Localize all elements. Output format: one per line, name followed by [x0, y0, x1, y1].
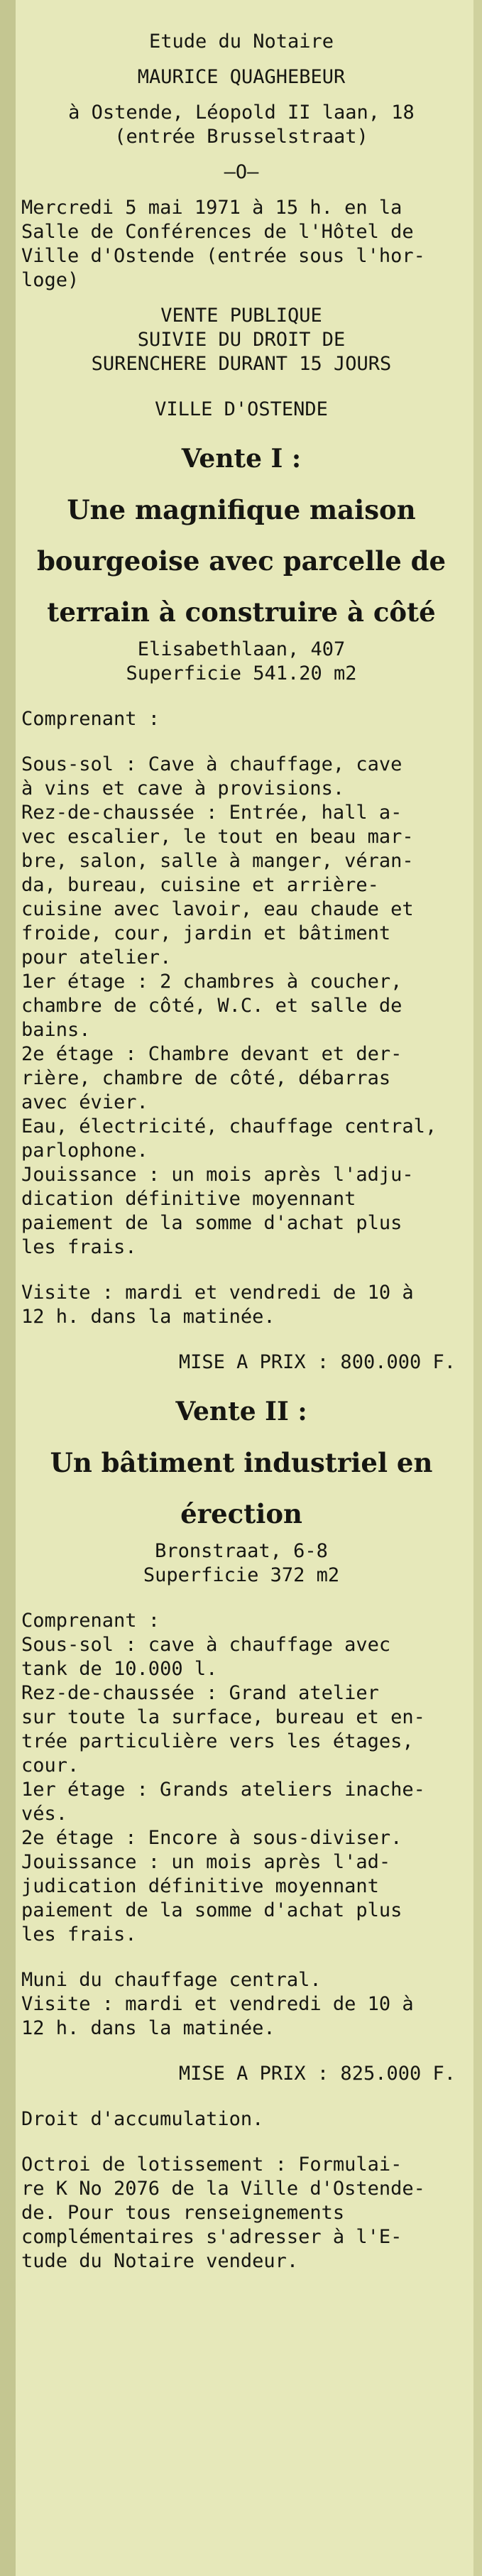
octroi-line-1: Octroi de lotissement : Formulai- [21, 2154, 402, 2176]
notice-content [21, 30, 461, 2274]
vente1-para-1-line-0: Rez-de-chaussée : Entrée, hall a- [21, 802, 402, 824]
ville-line: VILLE D'OSTENDE [155, 398, 328, 420]
vente2-superficie: Superficie 372 m2 [143, 1564, 340, 1586]
vente2-para-3-line-0: 1er étage : Grands ateliers inache- [21, 1779, 425, 1801]
vente2-mise-a-prix: MISE A PRIX : 825.000 F. [178, 2063, 456, 2085]
vente1-superficie: Superficie 541.20 m2 [126, 662, 357, 684]
octroi-line-2: re K No 2076 de la Ville d'Ostende- [21, 2178, 425, 2200]
vente2-para-2-line-1: sur toute la surface, bureau et en- [21, 1706, 425, 1728]
date-line-2: Salle de Conférences de l'Hôtel de [21, 221, 414, 243]
etude-line: Etude du Notaire [148, 31, 334, 53]
entree-line: (entrée Brusselstraat) [114, 126, 368, 148]
vente1-visite-1: Visite : mardi et vendredi de 10 à [21, 1282, 414, 1304]
vente1-para-5-line-0: Jouissance : un mois après l'adju- [21, 1164, 414, 1186]
vente2-para-1-line-0: Sous-sol : cave à chauffage avec [21, 1634, 391, 1656]
vente1-mise-a-prix: MISE A PRIX : 800.000 F. [178, 1351, 456, 1373]
vente1-para-3-line-0: 2e étage : Chambre devant et der- [21, 1043, 402, 1065]
vente1-title: Vente I : [181, 444, 302, 474]
vente2-title: Vente II : [175, 1397, 307, 1426]
vente2-muni-3: 12 h. dans la matinée. [21, 2017, 275, 2039]
separator: —O— [224, 161, 259, 183]
date-line-3: Ville d'Ostende (entrée sous l'hor- [21, 245, 425, 267]
vente1-visite-2: 12 h. dans la matinée. [21, 1306, 275, 1328]
vente1-para-3-line-2: avec évier. [21, 1091, 148, 1113]
vente2-para-2-line-2: trée particulière vers les étages, [21, 1730, 414, 1752]
vente1-para-1-line-1: vec escalier, le tout en beau mar- [21, 826, 414, 848]
notaire-name: MAURICE QUAGHEBEUR [137, 66, 346, 88]
vente1-headline-1: Une magnifique maison [67, 494, 416, 525]
vente1-para-4-line-0: Eau, électricité, chauffage central, [21, 1115, 437, 1137]
vente2-para-3-line-1: vés. [21, 1803, 68, 1825]
octroi-line-4: complémentaires s'adresser à l'E- [21, 2226, 402, 2248]
vente2-headline-2: érection [180, 1498, 302, 1529]
vente1-para-1-line-5: froide, cour, jardin et bâtiment [21, 922, 391, 944]
vente2-muni-1: Muni du chauffage central. [21, 1969, 322, 1991]
vente2-para-1-line-1: tank de 10.000 l. [21, 1658, 218, 1680]
vente2-headline-1: Un bâtiment industriel en [50, 1447, 433, 1478]
octroi-line-5: tude du Notaire vendeur. [21, 2250, 299, 2272]
vente2-para-5-line-0: Jouissance : un mois après l'ad- [21, 1851, 391, 1873]
vente1-adresse: Elisabethlaan, 407 [137, 638, 346, 660]
vente1-headline-2: bourgeoise avec parcelle de [36, 545, 447, 577]
octroi-line-3: de. Pour tous renseignements [21, 2202, 345, 2224]
vente-publique-2: SUIVIE DU DROIT DE [137, 329, 346, 351]
vente1-para-5-line-2: paiement de la somme d'achat plus [21, 1212, 402, 1234]
vente1-para-4-line-1: parlophone. [21, 1140, 148, 1162]
vente1-para-5-line-3: les frais. [21, 1236, 137, 1258]
vente1-para-0-line-1: à vins et cave à provisions. [21, 777, 345, 799]
droit-line: Droit d'accumulation. [21, 2108, 264, 2130]
vente1-para-2-line-2: bains. [21, 1019, 91, 1041]
vente1-para-1-line-2: bre, salon, salle à manger, véran- [21, 850, 414, 872]
date-line-1: Mercredi 5 mai 1971 à 15 h. en la [21, 197, 402, 219]
vente1-para-1-line-6: pour atelier. [21, 946, 172, 968]
vente1-para-2-line-1: chambre de côté, W.C. et salle de [21, 995, 402, 1017]
vente1-para-1-line-3: da, bureau, cuisine et arrière- [21, 874, 379, 896]
vente1-comprenant: Comprenant : [21, 708, 160, 730]
vente2-muni-2: Visite : mardi et vendredi de 10 à [21, 1993, 414, 2015]
vente1-para-2-line-0: 1er étage : 2 chambres à coucher, [21, 971, 402, 993]
vente-publique-1: VENTE PUBLIQUE [160, 305, 322, 327]
vente2-para-0-line-0: Comprenant : [21, 1610, 160, 1632]
vente1-para-5-line-1: dication définitive moyennant [21, 1188, 356, 1210]
vente1-description [21, 753, 461, 1260]
vente2-adresse: Bronstraat, 6-8 [155, 1540, 328, 1562]
vente-publique-3: SURENCHERE DURANT 15 JOURS [91, 353, 392, 375]
vente2-para-5-line-3: les frais. [21, 1923, 137, 1945]
vente2-para-2-line-0: Rez-de-chaussée : Grand atelier [21, 1682, 379, 1704]
vente1-para-1-line-4: cuisine avec lavoir, eau chaude et [21, 898, 414, 920]
page-right-edge [473, 0, 482, 2576]
adresse-line: à Ostende, Léopold II laan, 18 [68, 102, 415, 124]
vente2-para-4-line-0: 2e étage : Encore à sous-diviser. [21, 1827, 402, 1849]
date-line-4: loge) [21, 269, 80, 291]
vente2-para-5-line-2: paiement de la somme d'achat plus [21, 1899, 402, 1921]
vente2-para-2-line-3: cour. [21, 1754, 80, 1777]
vente1-para-0-line-0: Sous-sol : Cave à chauffage, cave [21, 753, 402, 775]
page-left-edge [0, 0, 16, 2576]
vente2-para-5-line-1: judication définitive moyennant [21, 1875, 379, 1897]
vente1-headline-3: terrain à construire à côté [47, 596, 436, 628]
vente2-description [21, 1609, 461, 1947]
vente1-para-3-line-1: rière, chambre de côté, débarras [21, 1067, 391, 1089]
